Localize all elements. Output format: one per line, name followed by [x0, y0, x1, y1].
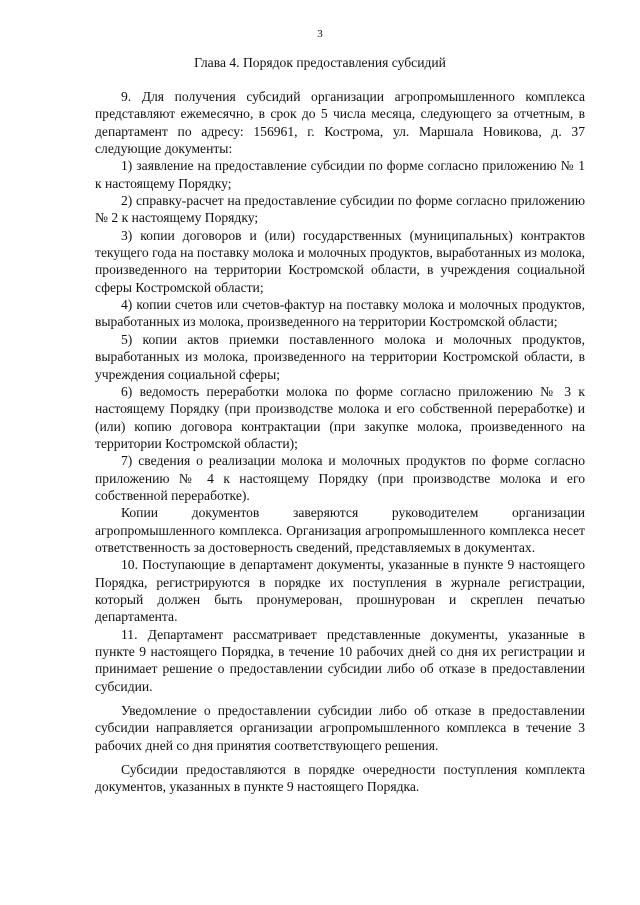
paragraph-subsidy-order: Субсидии предоставляются в порядке очередности поступления комплекта документов, указанных в пункте 9 настоящего Порядка.	[95, 762, 585, 795]
paragraph-9-item-7: 7) сведения о реализации молока и молочных продуктов по форме согласно приложению № 4 к настоящему Порядку (при производстве молока и его собственной переработке).	[95, 453, 585, 503]
paragraph-9-item-2: 2) справку-расчет на предоставление субсидии по форме согласно приложению № 2 к настоящему Порядку;	[95, 193, 585, 226]
page-number: 3	[317, 28, 323, 40]
paragraph-9-item-6: 6) ведомость переработки молока по форме согласно приложению № 3 к настоящему Порядку (при производстве молока и его собственной переработке) и (или) копию договора контрактации (при закупке молока, произведенного на территории Костромской области);	[95, 383, 585, 451]
paragraph-9-item-5: 5) копии актов приемки поставленного молока и молочных продуктов, выработанных из молока, произведенного на территории Костромской области, в учреждения социальной сферы;	[95, 331, 585, 382]
chapter-heading: Глава 4. Порядок предоставления субсидий	[194, 55, 446, 70]
paragraph-9-item-1: 1) заявление на предоставление субсидии по форме согласно приложению № 1 к настоящему Порядку;	[95, 158, 585, 191]
paragraph-9: 9. Для получения субсидий организации агропромышленного комплекса представляют ежемесячно, в срок до 5 числа месяца, следующего за отчетным, в департамент по адресу: 156961, г. Кострома, ул. Маршала Новикова, д. 37 следующие документы:	[95, 89, 585, 157]
paragraph-9-item-3: 3) копии договоров и (или) государственных (муниципальных) контрактов текущего года на поставку молока и молочных продуктов, выработанных из молока, произведенного на территории Костромской области, в учреждения социальной сферы Костромской области;	[95, 227, 585, 295]
paragraph-copies-certification: Копии документов заверяются руководителем организации агропромышленного комплекса. Организация агропромышленного комплекса несет ответственность за достоверность сведений, представляемых в документах.	[95, 505, 585, 555]
paragraph-9-item-4: 4) копии счетов или счетов-фактур на поставку молока и молочных продуктов, выработанных из молока, произведенного на территории Костромской области;	[95, 297, 585, 330]
document-body	[95, 88, 585, 796]
paragraph-notification: Уведомление о предоставлении субсидии либо об отказе в предоставлении субсидии направляется организации агропромышленного комплекса в течение 3 рабочих дней со дня принятия соответствующего решения.	[95, 703, 585, 753]
paragraph-10: 10. Поступающие в департамент документы, указанные в пункте 9 настоящего Порядка, регистрируются в порядке их поступления в журнале регистрации, который должен быть пронумерован, прошнурован и скреплен печатью департамента.	[95, 557, 585, 625]
paragraph-11: 11. Департамент рассматривает представленные документы, указанные в пункте 9 настоящего Порядка, в течение 10 рабочих дней со дня их регистрации и принимает решение о предоставлении субсидии либо об отказе в предоставлении субсидии.	[95, 626, 585, 694]
